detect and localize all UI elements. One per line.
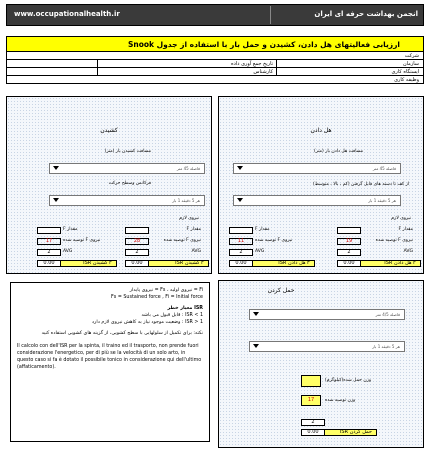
page-title: ارزیابی فعالیتهای هل دادن، کشیدن و حمل بار با استفاده از جدول Snook: [127, 40, 400, 49]
push-distance-select[interactable]: [233, 163, 401, 174]
push-frequency-select[interactable]: [233, 195, 401, 206]
push-recommended-i-label: نیروی F توصیه شده: [255, 238, 293, 243]
pull-isr-label: ISR کشیدن F: [125, 260, 209, 267]
header-url[interactable]: www.occupationalhealth.ir: [14, 10, 120, 18]
push-recommended-label: نیروی F توصیه شده: [375, 238, 413, 243]
pull-force-label: نیروی لازم: [179, 216, 199, 221]
pull-frequency-value: هر 5 دقیقه 1 بار: [172, 198, 200, 203]
assessor-label: کارشناس: [253, 69, 273, 75]
notes-line-1: Fi = نیروی اولیه ، Fs = نیروی پایدار: [129, 288, 203, 293]
push-isr-label: ISR هل دادن F: [337, 260, 421, 267]
info-row-assessor: [6, 68, 424, 76]
push-panel: [218, 96, 424, 274]
carry-frequency-select[interactable]: [249, 341, 405, 352]
push-force-label: نیروی لازم: [391, 216, 411, 221]
pull-frequency-select[interactable]: [49, 195, 205, 206]
push-avg-i-label: AVG: [255, 249, 265, 254]
pull-isr-i-value: 0.00: [37, 260, 61, 267]
pull-recommended-label: نیروی F توصیه شده: [163, 238, 201, 243]
notes-isr-2: 1 < ISR : وضعیت موجود نیاز به کاهش نیروی لازم دارد: [91, 320, 203, 325]
carry-frequency-value: هر 5 دقیقه 1 بار: [372, 344, 400, 349]
carry-weight-input[interactable]: [301, 375, 321, 387]
push-force-fi-label: مقدار F: [255, 227, 270, 232]
header-divider: [270, 6, 271, 24]
pull-force-fi-label: مقدار F: [63, 227, 78, 232]
push-distance-value: فاصله 45 متر: [372, 166, 396, 171]
carry-distance-value: فاصله 4/5 متر: [375, 312, 400, 317]
assessor-field[interactable]: [97, 68, 277, 75]
info-row-task: [6, 76, 424, 84]
notes-isr-title: ISR معیار خطر: [167, 306, 203, 311]
carry-title: حمل کردن: [267, 287, 295, 294]
organization-label: سازمان: [402, 61, 419, 67]
pull-isr-value: 0.00: [125, 260, 149, 267]
notes-box: [10, 282, 210, 442]
notes-line-2: Fs = Sustained force , Fi = Initial force: [111, 295, 203, 300]
pull-avg-i-value: 2: [37, 249, 61, 256]
carry-isr-value: 0.00: [301, 429, 325, 436]
chevron-down-icon: [253, 312, 259, 316]
pull-force-f-label: مقدار F: [186, 227, 201, 232]
pull-recommended-i-label: نیروی F توصیه شده: [63, 238, 101, 243]
push-isr-i-value: 0.00: [229, 260, 253, 267]
pull-title: کشیدن: [100, 127, 118, 134]
info-row-date: [6, 60, 424, 68]
push-title: هل دادن: [310, 127, 332, 134]
info-row-company: [6, 52, 424, 60]
header-org-name: انجمن بهداشت حرفه ای ایران: [314, 10, 418, 18]
pull-recommended-value: 28: [125, 238, 149, 245]
date-label: تاریخ جمع آوری داده: [231, 61, 273, 67]
carry-isr-label: ISR حمل کردن: [301, 429, 377, 436]
pull-avg-i-label: AVG: [63, 249, 73, 254]
chevron-down-icon: [237, 166, 243, 170]
notes-isr-1: 1 > ISR : قابل قبول می باشد: [141, 313, 203, 318]
date-field[interactable]: [97, 60, 277, 67]
carry-recommended-label: وزن توصیه شده: [325, 398, 356, 403]
chevron-down-icon: [53, 166, 59, 170]
pull-recommended-i-value: 17: [37, 238, 61, 245]
pull-frequency-label: فرکانس وسطح حرکت: [108, 181, 151, 186]
push-recommended-i-value: 11: [229, 238, 253, 245]
chevron-down-icon: [253, 344, 259, 348]
pull-panel: [6, 96, 212, 274]
pull-avg-value: 2: [125, 249, 149, 256]
station-label: ایستگاه کاری: [391, 69, 419, 75]
push-force-f-label: مقدار F: [398, 227, 413, 232]
pull-force-f-input[interactable]: [125, 227, 149, 234]
notes-tip: نکته: برای تکمیل از سلولهایی با سطح کشویی، از گزینه های کشویی استفاده کنید: [41, 331, 203, 336]
push-avg-value: 2: [337, 249, 361, 256]
company-label: شرکت: [404, 53, 419, 59]
push-avg-i-value: 2: [229, 249, 253, 256]
carry-distance-select[interactable]: [249, 309, 405, 320]
push-recommended-value: 19: [337, 238, 361, 245]
pull-isr-i-label: ISR کشیدن F: [37, 260, 117, 267]
push-isr-i-label: ISR هل دادن F: [229, 260, 315, 267]
push-hint: از کف تا دسته های قابل گرفتن (کم ، بالا ، متوسط): [312, 182, 409, 187]
task-label: وظیفه کاری: [394, 77, 419, 83]
notes-italian: Il calcolo con dell'ISR per la spinta, il traino ed il trasporto, non prende fuori considerazione l'energetico, per di più se la velocità di un solo arto, in questo caso si fa è dotato il possibile tonico in considerazione qui dell'ultimo (affaticamento).: [17, 344, 202, 370]
carry-avg-value: 2: [301, 419, 325, 426]
chevron-down-icon: [237, 198, 243, 202]
carry-recommended-value: 17: [301, 395, 321, 406]
chevron-down-icon: [53, 198, 59, 202]
pull-avg-label: AVG: [191, 249, 201, 254]
push-distance-label: مسافت هل دادن بار (متر): [314, 149, 363, 154]
push-force-f-input[interactable]: [337, 227, 361, 234]
pull-distance-select[interactable]: [49, 163, 205, 174]
push-frequency-value: هر 5 دقیقه 1 بار: [368, 198, 396, 203]
push-isr-value: 0.00: [337, 260, 361, 267]
carry-panel: [218, 280, 424, 448]
carry-weight-label: وزن حمل شده(کیلوگرم): [325, 378, 372, 383]
push-avg-label: AVG: [403, 249, 413, 254]
push-force-fi-input[interactable]: [229, 227, 253, 234]
pull-force-fi-input[interactable]: [37, 227, 61, 234]
pull-distance-value: فاصله 45 متر: [176, 166, 200, 171]
pull-distance-label: مسافت کشیدن بار (متر): [104, 149, 151, 154]
